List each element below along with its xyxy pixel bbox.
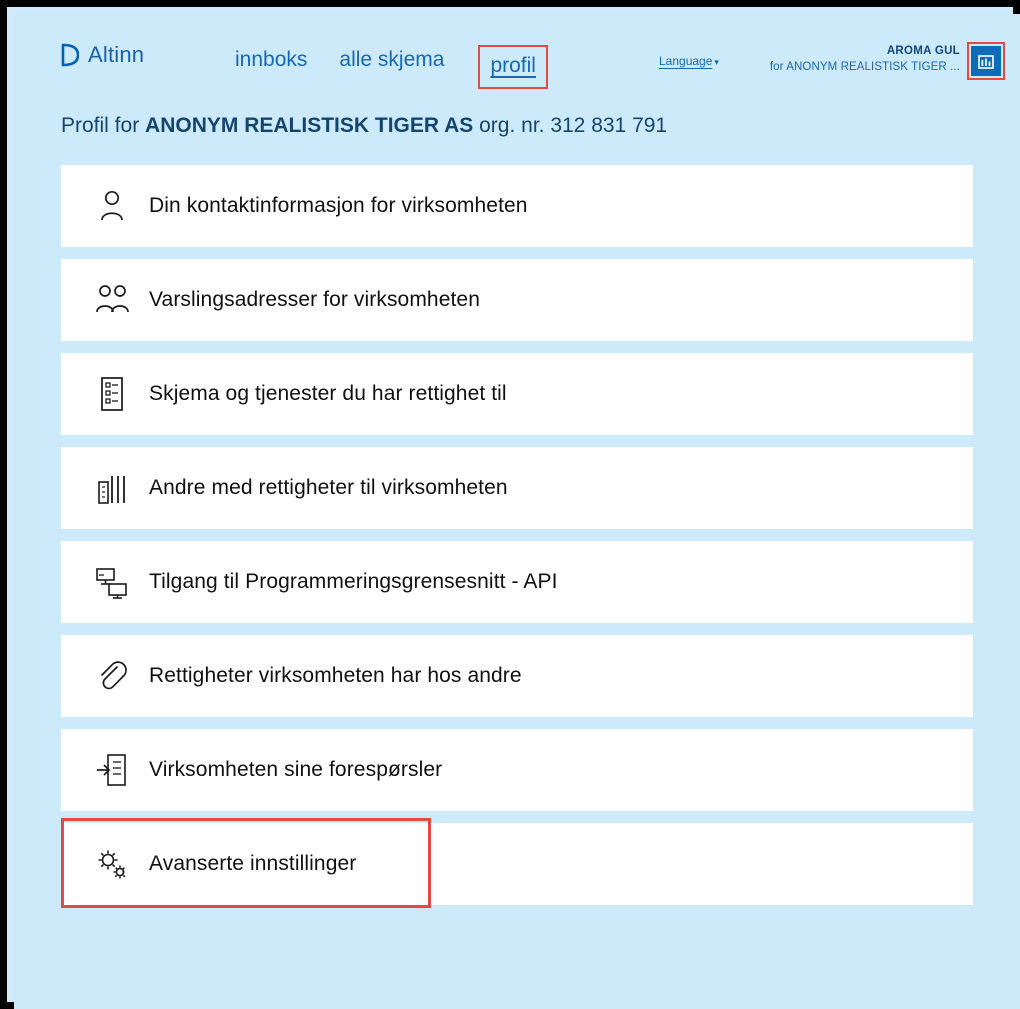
nav-innboks[interactable]: innboks <box>235 48 308 71</box>
chevron-down-icon: ▾ <box>714 57 719 67</box>
list-item-label: Virksomheten sine forespørsler <box>149 758 443 781</box>
list-item-label: Din kontaktinformasjon for virksomheten <box>149 194 528 217</box>
paperclip-icon <box>89 653 135 699</box>
list-item-avanserte-innstillinger[interactable] <box>61 823 973 905</box>
page-title-org: ANONYM REALISTISK TIGER AS <box>145 114 474 137</box>
nav-profil[interactable]: profil <box>490 54 536 77</box>
gears-icon <box>89 841 135 887</box>
company-building-icon <box>975 50 997 72</box>
main-nav <box>219 45 548 89</box>
page-title <box>61 114 1020 138</box>
list-item-andre-med-rettigheter[interactable] <box>61 447 973 529</box>
list-item-label: Andre med rettigheter til virksomheten <box>149 476 508 499</box>
list-item-rettigheter-hos-andre[interactable] <box>61 635 973 717</box>
page-title-prefix: Profil for <box>61 114 146 137</box>
language-label: Language <box>659 54 713 68</box>
profile-menu-list <box>14 165 1020 905</box>
list-item-label: Rettigheter virksomheten har hos andre <box>149 664 522 687</box>
building-bars-icon <box>89 465 135 511</box>
list-item-label: Skjema og tjenester du har rettighet til <box>149 382 507 405</box>
site-header <box>14 14 1020 102</box>
nav-alle-skjema[interactable]: alle skjema <box>339 48 445 71</box>
list-item-label: Varslingsadresser for virksomheten <box>149 288 480 311</box>
brand-name: Altinn <box>88 42 145 67</box>
list-item-label: Avanserte innstillinger <box>149 852 357 875</box>
user-organisation: for ANONYM REALISTISK TIGER ... <box>769 60 960 73</box>
list-item-foresporsler[interactable] <box>61 729 973 811</box>
list-item-kontaktinformasjon[interactable] <box>61 165 973 247</box>
avatar[interactable] <box>971 46 1001 76</box>
brand-logo[interactable] <box>59 42 144 68</box>
user-info[interactable] <box>770 44 960 75</box>
page-title-suffix: org. nr. 312 831 791 <box>473 114 668 137</box>
two-persons-icon <box>89 277 135 323</box>
two-monitors-icon <box>89 559 135 605</box>
arrow-into-document-icon <box>89 747 135 793</box>
person-icon <box>89 183 135 229</box>
nav-profil-highlight <box>478 45 548 89</box>
altinn-logo-icon <box>59 43 79 67</box>
document-list-icon <box>89 371 135 417</box>
language-selector[interactable] <box>659 54 719 68</box>
list-item-api-tilgang[interactable] <box>61 541 973 623</box>
list-item-skjema-og-tjenester[interactable] <box>61 353 973 435</box>
user-name: AROMA GUL <box>886 45 960 57</box>
list-item-varslingsadresser[interactable] <box>61 259 973 341</box>
list-item-label: Tilgang til Programmeringsgrensesnitt - API <box>149 570 558 593</box>
avatar-highlight <box>967 42 1005 80</box>
altinn-profile-page <box>14 14 1020 1009</box>
